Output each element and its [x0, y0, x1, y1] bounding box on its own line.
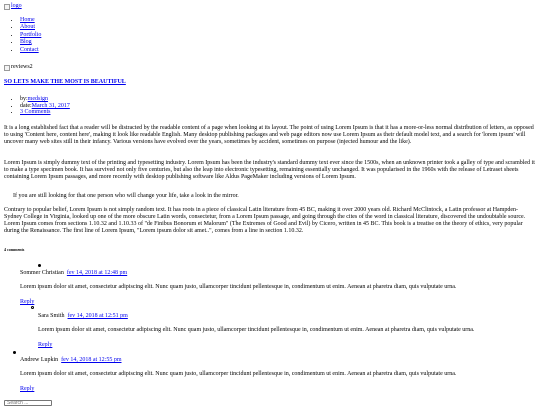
- reply-button[interactable]: Reply: [20, 386, 35, 392]
- comment-date-link[interactable]: fev 14, 2018 at 12:51 pm: [67, 313, 128, 319]
- nav-link-blog[interactable]: Blog: [20, 39, 32, 46]
- hero-image-alt: reviews2: [11, 64, 33, 70]
- author-prefix: by:: [20, 96, 28, 102]
- comment-author: Sara Smith: [38, 313, 65, 319]
- nav-link-portfolio[interactable]: Portfolio: [20, 31, 42, 38]
- post-author: [20, 96, 70, 103]
- nav-item-home: [20, 17, 41, 24]
- comment-date-link[interactable]: fev 14, 2018 at 12:55 pm: [61, 357, 122, 363]
- post-comments-count: [20, 109, 70, 116]
- post-paragraph: It is a long established fact that a reader will be distracted by the readable content of a page when looking at its layout. The point of using Lorem Ipsum is that it has a more-or-less normal distribution of letters, as opposed to using 'Content here, content here', making it look like readable English. Many desktop publishing packages and web page editors now use Lorem Ipsum as their default model text, and a search for 'lorem ipsum' will uncover many web sites still in their infancy. Various versions have evolved over the years, sometimes by accident, sometimes on purpose (injected humour and the like).: [4, 125, 534, 145]
- nav-link-home[interactable]: Home: [20, 17, 35, 23]
- comment-header: [20, 357, 122, 364]
- reply-button[interactable]: Reply: [20, 299, 35, 305]
- logo-link[interactable]: [4, 3, 22, 10]
- comments-count-link[interactable]: 3 Comments: [20, 109, 51, 116]
- comment-header: [20, 270, 127, 277]
- nav-item-contact: [20, 47, 41, 54]
- nav-item-about: [20, 24, 41, 31]
- post-paragraph: Lorem Ipsum is simply dummy text of the printing and typesetting industry. Lorem Ipsum has been the industry's standard dummy text ever since the 1500s, when an unknown printer took a galley of type and scrambled it to make a type specimen book. It has survived not only five centuries, but also the leap into electronic typesetting, remaining essentially unchanged. It was popularised in the 1960s with the release of Letraset sheets containing Lorem Ipsum passages, and more recently with desktop publishing software like Aldus PageMaker including versions of Lorem Ipsum.: [4, 160, 535, 180]
- logo-alt-text: logo: [11, 3, 22, 9]
- comment-author: Sommer Christian: [20, 270, 64, 276]
- post-quote: If you are still looking for that one person who will change your life, take a look in the mirror.: [13, 193, 239, 199]
- author-link[interactable]: medsign: [27, 96, 49, 102]
- list-bullet: [13, 351, 16, 354]
- search-input[interactable]: [4, 400, 52, 406]
- reply-button[interactable]: Reply: [38, 342, 53, 348]
- post-title: [4, 79, 126, 86]
- nav-item-blog: [20, 39, 41, 46]
- date-prefix: date:: [20, 102, 32, 109]
- date-link[interactable]: March 31, 2017: [31, 102, 70, 109]
- comment-author: Andrew Lupkin: [20, 357, 59, 363]
- post-title-link[interactable]: SO LETS MAKE THE MOST IS BEAUTIFUL: [4, 79, 126, 85]
- broken-image-icon: [4, 65, 10, 71]
- comment-date-link[interactable]: fev 14, 2018 at 12:48 pm: [66, 270, 128, 276]
- comment-text: Lorem ipsum dolor sit amet, consectetur adipiscing elit. Nunc quam justo, ullamcorper tincidunt pellentesque in, condimentum ut enim. Aenean at pharetra diam, quis vulputate urna.: [20, 284, 457, 290]
- nav-link-contact[interactable]: Contact: [20, 46, 39, 53]
- post-date: [20, 103, 70, 110]
- post-paragraph: Contrary to popular belief, Lorem Ipsum is not simply random text. It has roots in a piece of classical Latin literature from 45 BC, making it over 2000 years old. Richard McClintock, a Latin professor at Hampden-Sydney College in Virginia, looked up one of the more obscure Latin words, consectetur, from a Lorem Ipsum passage, and going through the cites of the word in classical literature, discovered the undoubtable source. Lorem Ipsum comes from sections 1.10.32 and 1.10.33 of "de Finibus Bonorum et Malorum" (The Extremes of Good and Evil) by Cicero, written in 45 BC. This book is a treatise on the theory of ethics, very popular during the Renaissance. The first line of Lorem Ipsum, "Lorem ipsum dolor sit amet..", comes from a line in section 1.10.32.: [4, 207, 526, 234]
- nav-item-portfolio: [20, 32, 41, 39]
- comment-header: [38, 313, 128, 320]
- hero-image: [4, 64, 33, 71]
- list-bullet: [38, 264, 41, 267]
- comment-text: Lorem ipsum dolor sit amet, consectetur adipiscing elit. Nunc quam justo, ullamcorper tincidunt pellentesque in, condimentum ut enim. Aenean at pharetra diam, quis vulputate urna.: [20, 371, 457, 377]
- main-nav: [14, 17, 41, 54]
- comment-text: Lorem ipsum dolor sit amet, consectetur adipiscing elit. Nunc quam justo, ullamcorper tincidunt pellentesque in, condimentum ut enim. Aenean at pharetra diam, quis vulputate urna.: [38, 327, 475, 333]
- comments-title: 4 comments: [4, 247, 25, 252]
- post-meta: [14, 96, 70, 116]
- list-bullet: [31, 306, 34, 309]
- nav-link-about[interactable]: About: [20, 24, 35, 31]
- broken-image-icon: [4, 4, 10, 10]
